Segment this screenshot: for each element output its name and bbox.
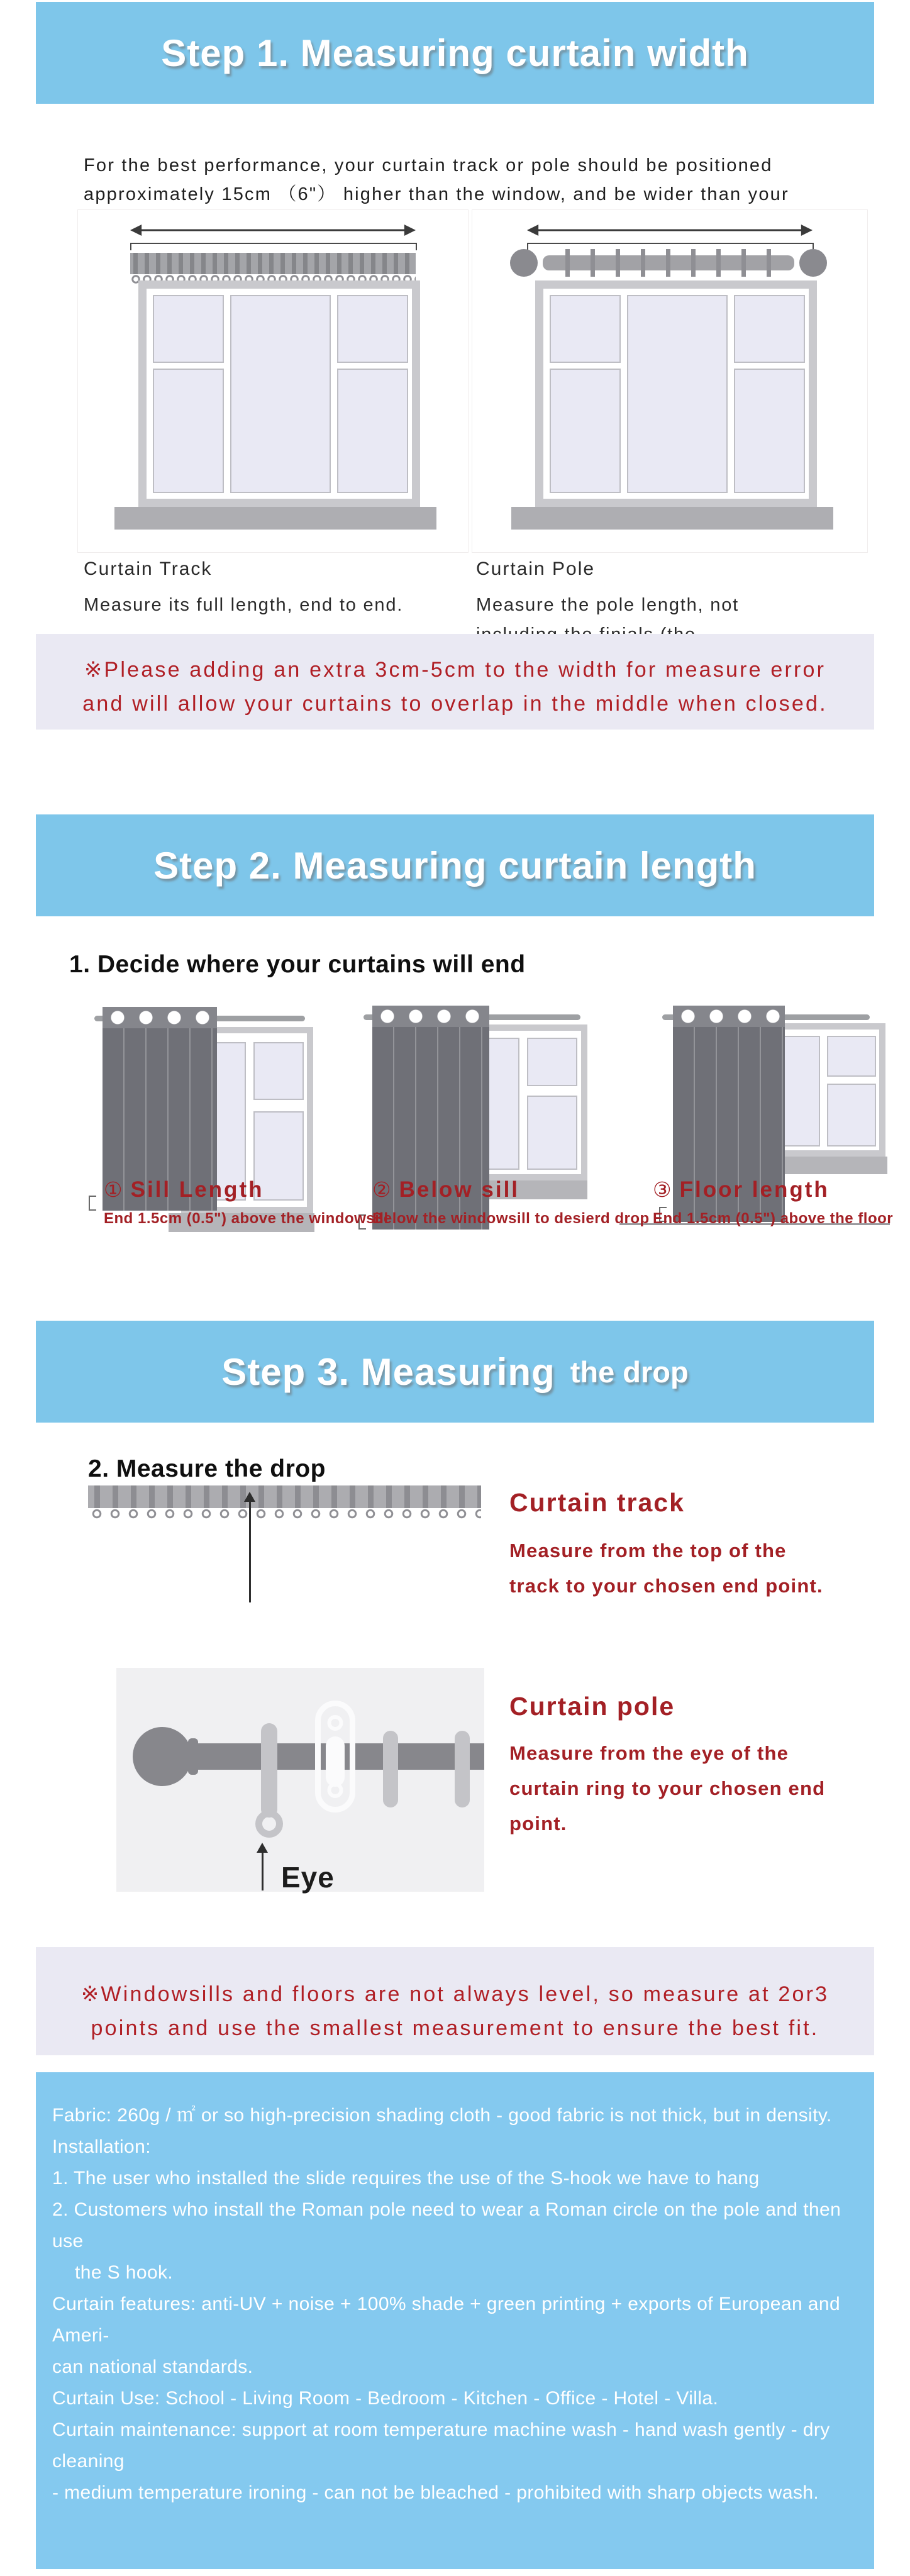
curtain-pole-window-diagram <box>472 209 868 553</box>
window-pane <box>550 369 621 493</box>
option-3-desc: End 1.5cm (0.5") above the floor <box>653 1210 894 1227</box>
installation-step-2-cont: the S hook. <box>75 2262 174 2283</box>
window-pane <box>827 1084 876 1146</box>
curtain-track-instructions-line1: Measure from the top of the <box>509 1540 787 1562</box>
below-sill-caption <box>372 1177 650 1228</box>
step2-banner <box>36 814 874 916</box>
option-1-desc: End 1.5cm (0.5") above the windowsill <box>104 1210 389 1227</box>
sill-length-caption <box>104 1177 389 1228</box>
window-illustration <box>535 280 817 507</box>
bracket-screw-hole <box>328 1715 343 1731</box>
width-measure-note-line2: and will allow your curtains to overlap in the middle when closed. <box>82 692 828 716</box>
window-sill <box>114 507 436 530</box>
step1-banner-title: Step 1. Measuring curtain width <box>161 31 749 74</box>
curtain-track-caption <box>84 558 403 620</box>
curtain-features-line1: Curtain features: anti-UV + noise + 100% shade + green printing + exports of European and Ameri- <box>52 2294 841 2346</box>
step2-banner-title: Step 2. Measuring curtain length <box>153 844 757 887</box>
width-measure-note <box>36 634 874 730</box>
curtain-pole-eye-diagram <box>116 1668 484 1892</box>
measure-end-marker <box>89 1196 96 1211</box>
option-2-number: ② <box>372 1178 393 1201</box>
option-1-title: Sill Length <box>130 1177 264 1202</box>
curtain-ring <box>383 1731 398 1807</box>
curtain-pole-instructions-line2: curtain ring to your chosen end <box>509 1777 826 1799</box>
curtain-header <box>673 1006 785 1027</box>
curtain-track-label: Curtain track <box>509 1488 685 1517</box>
fabric-info: Fabric: 260g / ㎡ or so high-precision shading cloth - good fabric is not thick, but in density. <box>52 2105 832 2126</box>
option-2-title: Below sill <box>399 1177 520 1202</box>
curtain-use: Curtain Use: School - Living Room - Bedroom - Kitchen - Office - Hotel - Villa. <box>52 2388 719 2409</box>
curtain-track-graphic <box>88 1485 481 1508</box>
pole-finial-collar <box>188 1738 198 1775</box>
window-pane <box>230 295 330 493</box>
curtain-features-line2: can national standards. <box>52 2357 253 2377</box>
curtain-track-instructions-line2: track to your chosen end point. <box>509 1575 823 1597</box>
eye-label: Eye <box>281 1861 335 1894</box>
bracket-screw-hole <box>328 1782 343 1798</box>
installation-step-2: 2. Customers who install the Roman pole need to wear a Roman circle on the pole and then use <box>52 2199 841 2251</box>
curtain-maintenance-line2: - medium temperature ironing - can not be bleached - prohibited with sharp objects wash. <box>52 2482 819 2503</box>
installation-step-1: 1. The user who installed the slide requires the use of the S-hook we have to hang <box>52 2168 760 2189</box>
window-pane <box>734 295 805 363</box>
step3-heading: 2. Measure the drop <box>88 1455 326 1482</box>
option-1-number: ① <box>104 1178 125 1201</box>
installation-heading: Installation: <box>52 2136 151 2157</box>
window-pane <box>827 1036 876 1077</box>
level-measure-note-line1: ※Windowsills and floors are not always level, so measure at 2or3 <box>80 1982 830 2006</box>
up-arrow-line <box>249 1501 251 1602</box>
window-pane <box>337 295 408 363</box>
window-pane <box>153 369 224 493</box>
floor-length-caption <box>653 1177 893 1228</box>
width-double-arrow-icon <box>130 223 416 238</box>
step3-banner-subtitle: the drop <box>570 1355 689 1389</box>
grommet-icons <box>104 1011 216 1024</box>
window-pane <box>253 1042 304 1100</box>
step1-intro <box>84 151 789 209</box>
measure-bracket <box>130 243 417 250</box>
curtain-maintenance-line1: Curtain maintenance: support at room temperature machine wash - hand wash gently - dry cleaning <box>52 2419 830 2472</box>
window-illustration <box>138 280 420 507</box>
product-details-panel <box>36 2072 874 2569</box>
window-pane <box>527 1038 578 1086</box>
width-measure-note-line1: ※Please adding an extra 3cm-5cm to the width for measure error <box>84 658 826 682</box>
pole-finial-ball <box>133 1727 192 1786</box>
step1-banner <box>36 2 874 104</box>
level-measure-note <box>36 1947 874 2055</box>
curtain-pole-instructions <box>509 1736 825 1841</box>
grommet-icons <box>674 1009 784 1023</box>
step3-banner-title: Step 3. Measuring <box>221 1350 555 1393</box>
curtain-track-instructions <box>509 1533 823 1604</box>
step1-intro-line2: approximately 15cm （6"） higher than the window, and be wider than your <box>84 184 789 204</box>
pole-finial-right <box>799 249 827 277</box>
curtain-header <box>103 1007 217 1028</box>
window-pane <box>627 295 727 493</box>
window-sill <box>511 507 833 530</box>
curtain-pole-rings <box>549 249 788 277</box>
bracket-slot <box>326 1736 345 1787</box>
option-2-desc: Below the windowsill to desierd drop <box>372 1210 650 1227</box>
option-3-number: ③ <box>653 1178 674 1201</box>
window-pane <box>734 369 805 493</box>
curtain-ring <box>455 1731 470 1807</box>
step1-intro-line1: For the best performance, your curtain track or pole should be positioned <box>84 155 773 175</box>
pole-bracket <box>315 1701 355 1813</box>
pole-finial-left <box>510 249 538 277</box>
option-3-title: Floor length <box>679 1177 830 1202</box>
curtain-pole-instructions-line3: point. <box>509 1813 567 1835</box>
window-pane <box>550 295 621 363</box>
curtain-track-window-diagram <box>77 209 469 553</box>
window-pane <box>527 1096 578 1170</box>
ring-eye-icon <box>255 1810 283 1838</box>
level-measure-note-line2: points and use the smallest measurement to ensure the best fit. <box>91 2016 819 2040</box>
eye-arrow-line <box>262 1852 264 1890</box>
step3-banner <box>36 1321 874 1423</box>
curtain-track-caption-desc: Measure its full length, end to end. <box>84 595 404 615</box>
curtain-track-caption-title: Curtain Track <box>84 558 213 579</box>
curtain-pole-label: Curtain pole <box>509 1692 675 1721</box>
curtain-track-gliders <box>88 1508 481 1519</box>
step2-heading: 1. Decide where your curtains will end <box>69 951 526 978</box>
curtain-ring-with-eye <box>261 1723 277 1818</box>
curtain-pole-caption-desc-line1: Measure the pole length, not <box>476 595 739 615</box>
curtain-pole-caption-title: Curtain Pole <box>476 558 596 579</box>
grommet-icons <box>374 1009 488 1023</box>
width-double-arrow-icon <box>527 223 813 238</box>
window-pane <box>337 369 408 493</box>
curtain-track-graphic <box>130 253 416 274</box>
window-pane <box>153 295 224 363</box>
curtain-header <box>372 1006 489 1027</box>
curtain-pole-instructions-line1: Measure from the eye of the <box>509 1742 789 1764</box>
